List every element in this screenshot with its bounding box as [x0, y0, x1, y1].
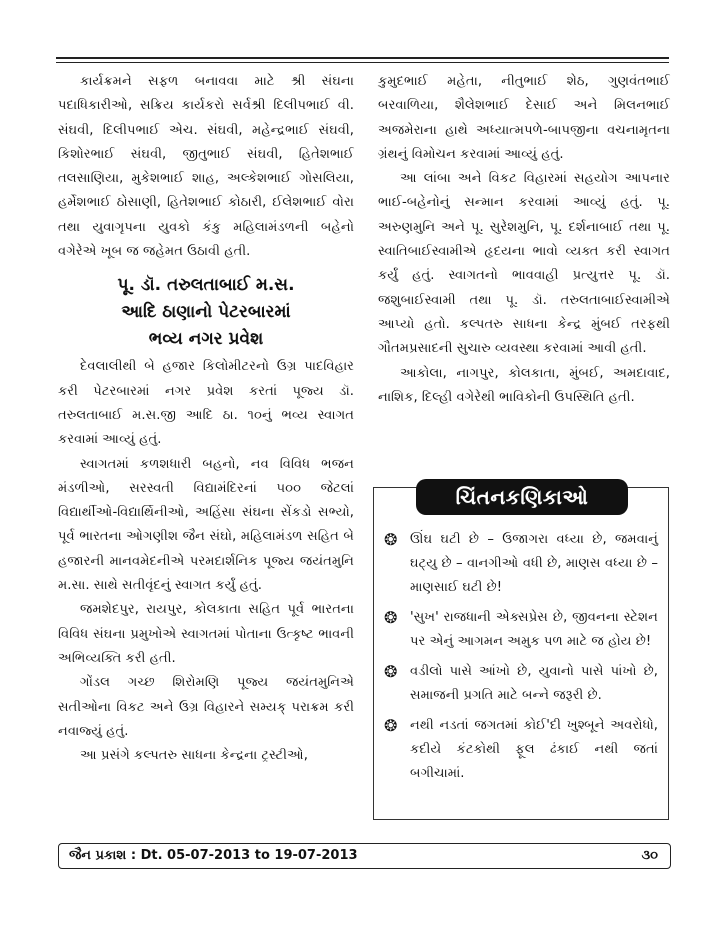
list-item [384, 714, 658, 786]
left-column [58, 70, 354, 768]
left-paragraph-2: દેવલાલીથી બે હજાર કિલોમીટરનો ઉગ્ર પાદવિહાર કરી પેટરબારમાં નગર પ્રવેશ કરતાં પૂજ્ય ડૉ. તરુલતાબાઈ મ.સ.જી આદિ ઠા. ૧૦નું ભવ્ય સ્વાગત કરવામાં આવ્યું હતું. [58, 359, 354, 448]
list-item-text: 'સુખ' રાજધાની એક્સપ્રેસ છે, જીવનના સ્ટેશન પર એનું આગમન અમુક પળ માટે જ હોય છે! [410, 610, 658, 649]
top-rule-thick [56, 57, 669, 59]
thoughts-box-title: ચિંતનકણિકાઓ [416, 479, 628, 515]
left-paragraph-4: જમશેદપુર, રાયપુર, કોલકાતા સહિત પૂર્વ ભારતના વિવિધ સંઘના પ્રમુખોએ સ્વાગતમાં પોતાના ઉત્કૃષ્ટ ભાવની અભિવ્યક્તિ કરી હતી. [58, 602, 354, 666]
left-paragraph-6: આ પ્રસંગે કલ્પતરુ સાધના કેન્દ્રના ટ્રસ્ટીઓ, [80, 748, 309, 764]
section-heading [58, 272, 354, 353]
thoughts-list [384, 528, 658, 792]
heading-line-1: પૂ. ડૉ. તરુલતાબાઈ મ.સ. [117, 275, 295, 296]
footer-publication-label: જૈન પ્રકાશ : Dt. 05-07-2013 to 19-07-2013 [69, 848, 358, 863]
right-paragraph-3: આકોલા, નાગપુર, કોલકાતા, મુંબઈ, અમદાવાદ, નાશિક, દિલ્હી વગેરેથી ભાવિકોની ઉપસ્થિતિ હતી. [378, 365, 670, 405]
list-item [384, 660, 658, 708]
page-footer [58, 843, 671, 869]
thoughts-box [373, 487, 669, 820]
flower-bullet-icon: ❂ [384, 662, 398, 681]
left-paragraph-5: ગોંડલ ગચ્છ શિરોમણિ પૂજ્ય જયંતમુનિએ સતીઓના વિકટ અને ઉગ્ર વિહારને સમ્યક્ પરાક્રમ કરી નવાજ્યું હતું. [58, 675, 354, 739]
flower-bullet-icon: ❂ [384, 530, 398, 549]
left-paragraph-1: કાર્યક્રમને સફળ બનાવવા માટે શ્રી સંઘના પદાધિકારીઓ, સક્રિય કાર્યકરો સર્વશ્રી દિલીપભાઈ વી. સંઘવી, દિલીપભાઈ એચ. સંઘવી, મહેન્દ્રભાઈ સંઘવી, કિશોરભાઈ સંઘવી, જીતુભાઈ સંઘવી, હિતેશભાઈ તલસાણિયા, મુકેશભાઈ શાહ, અલ્કેશભાઈ ગોસલિયા, હર્મેશભાઈ ઠોસાણી, હિતેશભાઈ કોઠારી, ઈલેશભાઈ વોરા તથા યુવાગૃપના યુવકો કંકુ મહિલામંડળની બહેનો વગેરેએ ખૂબ જ જહેમત ઉઠાવી હતી. [58, 74, 354, 260]
flower-bullet-icon: ❂ [384, 608, 398, 627]
flower-bullet-icon: ❂ [384, 716, 398, 735]
left-paragraph-3: સ્વાગતમાં કળશધારી બહનો, નવ વિવિધ ભજન મંડળીઓ, સરસ્વતી વિદ્યામંદિરનાં ૫૦૦ જેટલાં વિદ્યાર્થીઓ-વિદ્યાર્થિનીઓ, અહિંસા સંઘના સેંકડો સભ્યો, પૂર્વ ભારતના ઓગણીશ જૈન સંઘો, મહિલામંડળ સહિત બે હજારની માનવમેદનીએ પરમદાર્શનિક પૂજ્ય જયંતમુનિ મ.સા. સાથે સતીવૃંદનું સ્વાગત કર્યું હતું. [58, 456, 354, 594]
heading-line-2: આદિ ઠાણાનો પેટરબારમાં [121, 302, 291, 323]
list-item [384, 606, 658, 654]
list-item [384, 528, 658, 600]
right-column [378, 70, 670, 410]
list-item-text: નથી નડતાં જગતમાં કોઈ'દી ખુશ્બૂને અવરોધો, કદીયે કંટકોથી ફૂલ ઢંકાઈ નથી જતાં બગીચામાં. [410, 718, 658, 781]
heading-line-3: ભવ્ય નગર પ્રવેશ [148, 329, 264, 350]
list-item-text: ઊંઘ ઘટી છે – ઉજાગરા વધ્યા છે, જમવાનું ઘટ્યુ છે – વાનગીઓ વધી છે, માણસ વધ્યા છે – માણસાઈ ઘટી છે! [410, 532, 658, 595]
page-number: ૩૦ [641, 848, 658, 863]
top-rule-thin [56, 62, 669, 63]
list-item-text: વડીલો પાસે આંખો છે, યુવાનો પાસે પાંખો છે, સમાજની પ્રગતિ માટે બન્ને જરૂરી છે. [410, 664, 658, 703]
right-paragraph-2: આ લાંબા અને વિકટ વિહારમાં સહયોગ આપનાર ભાઈ-બહેનોનું સન્માન કરવામાં આવ્યું હતું. પૂ. અરુણમુનિ અને પૂ. સુરેશમુનિ, પૂ. દર્શનાબાઈ તથા પૂ. સ્વાતિબાઈસ્વામીએ હૃદયના ભાવો વ્યક્ત કરી સ્વાગત કર્યું હતું. સ્વાગતનો ભાવવાહી પ્રત્યુત્તર પૂ. ડૉ. જશુબાઈસ્વામી તથા પૂ. ડૉ. તરુલતાબાઈસ્વામીએ આપ્યો હતો. કલ્પતરુ સાધના કેન્દ્ર મુંબઈ તરફથી ગૌતમપ્રસાદની સુચારુ વ્યવસ્થા કરવામાં આવી હતી. [378, 171, 670, 357]
right-paragraph-1: કુમુદભાઈ મહેતા, નીતુભાઈ શેઠ, ગુણવંતભાઈ બરવાળિયા, શૈલેશભાઈ દેસાઈ અને મિલનભાઈ અજમેરાના હાથે અધ્યાત્મપળે-બાપજીના વચનામૃતના ગ્રંથનું વિમોચન કરવામાં આવ્યું હતું. [378, 74, 670, 162]
